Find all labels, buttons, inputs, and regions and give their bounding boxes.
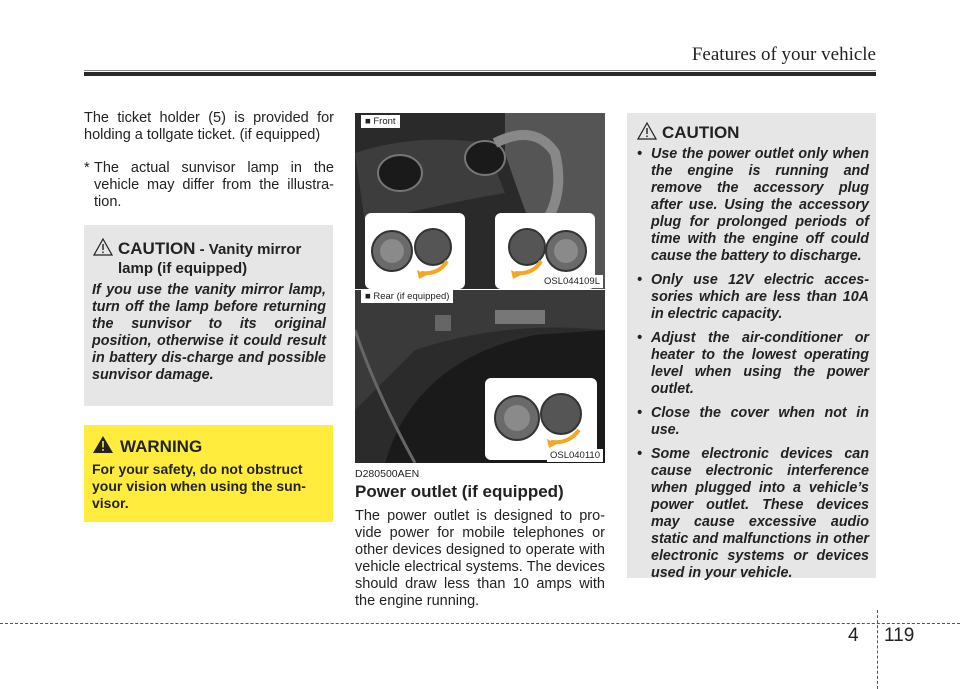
front-photo-code: OSL044109L — [541, 275, 603, 288]
note-asterisk: * — [84, 160, 90, 176]
bullet-icon: • — [637, 446, 643, 462]
header-rule — [84, 72, 876, 76]
list-item: • Only use 12V electric acces-sories which are less than 10A in electric capacity. — [637, 272, 869, 322]
list-item: • Some electronic devices can cause electronic interference when plugged into a vehicle’s power outlet. These devices may cause excessive audio static and malfunctions in other electronic systems or devices used in your vehicle. — [637, 446, 869, 581]
note-text: The actual sunvisor lamp in the vehicle may differ from the illustra-tion. — [94, 160, 334, 210]
sunvisor-note — [84, 160, 334, 211]
list-item: • Adjust the air-conditioner or heater to the lowest operating level when using the power outlet. — [637, 330, 869, 397]
list-item: • Use the power outlet only when the engine is running and remove the accessory plug after use. Using the accessory plug for prolonged periods of time with the engine off could cause the battery to discharge. — [637, 146, 869, 264]
page-number: 119 — [884, 625, 915, 646]
footer-rule — [0, 623, 960, 624]
caution-outlet-head: CAUTION — [662, 123, 740, 142]
warning-text: For your safety, do not obstruct your vision when using the sun-visor. — [92, 461, 306, 511]
caution-vanity-head: CAUTION — [118, 239, 196, 258]
bullet-icon: • — [637, 272, 643, 288]
front-outlet-photo — [355, 113, 605, 289]
section-body: The power outlet is designed to pro-vide power for mobile telephones or other devices designed to operate with vehicle electrical systems. The devices should draw less than 10 amps with the engine running. — [355, 508, 605, 609]
section-title: Power outlet (if equipped) — [355, 482, 564, 501]
rear-photo-code: OSL040110 — [547, 449, 603, 462]
caution-triangle-icon — [637, 122, 657, 140]
bullet-icon: • — [637, 330, 643, 346]
warning-box — [84, 425, 333, 522]
rear-trunk-illustration — [355, 290, 605, 463]
bullet-icon: • — [637, 405, 643, 421]
warning-head: WARNING — [120, 437, 203, 456]
footer-divider — [877, 610, 878, 689]
caution-outlet-list — [631, 146, 869, 589]
caution-vanity-title — [118, 239, 328, 278]
caution-outlet-box — [627, 113, 876, 581]
rear-outlet-photo — [355, 290, 605, 463]
front-photo-tag: ■ Front — [361, 115, 400, 128]
caution-vanity-sub: - Vanity mirror — [195, 241, 302, 258]
bullet-icon: • — [637, 146, 643, 162]
caution-triangle-icon — [93, 238, 113, 256]
front-console-illustration — [355, 113, 605, 289]
caution-vanity-text: If you use the vanity mirror lamp, turn off the lamp before returning the sunvisor to its original position, otherwise it could result in battery dis-charge and possible sunvisor damage. — [92, 282, 326, 383]
running-header: Features of your vehicle — [691, 44, 876, 65]
warning-triangle-icon — [92, 435, 114, 454]
caution-vanity-sub2: lamp (if equipped) — [118, 260, 248, 277]
list-item: • Close the cover when not in use. — [637, 405, 869, 438]
caution-vanity-box — [84, 225, 333, 406]
section-code: D280500AEN — [355, 468, 420, 480]
chapter-number: 4 — [848, 625, 859, 646]
rear-photo-tag: ■ Rear (if equipped) — [361, 290, 453, 303]
ticket-holder-paragraph: The ticket holder (5) is provided for holding a tollgate ticket. (if equipped) — [84, 110, 334, 143]
header-rule-thin — [84, 70, 876, 71]
